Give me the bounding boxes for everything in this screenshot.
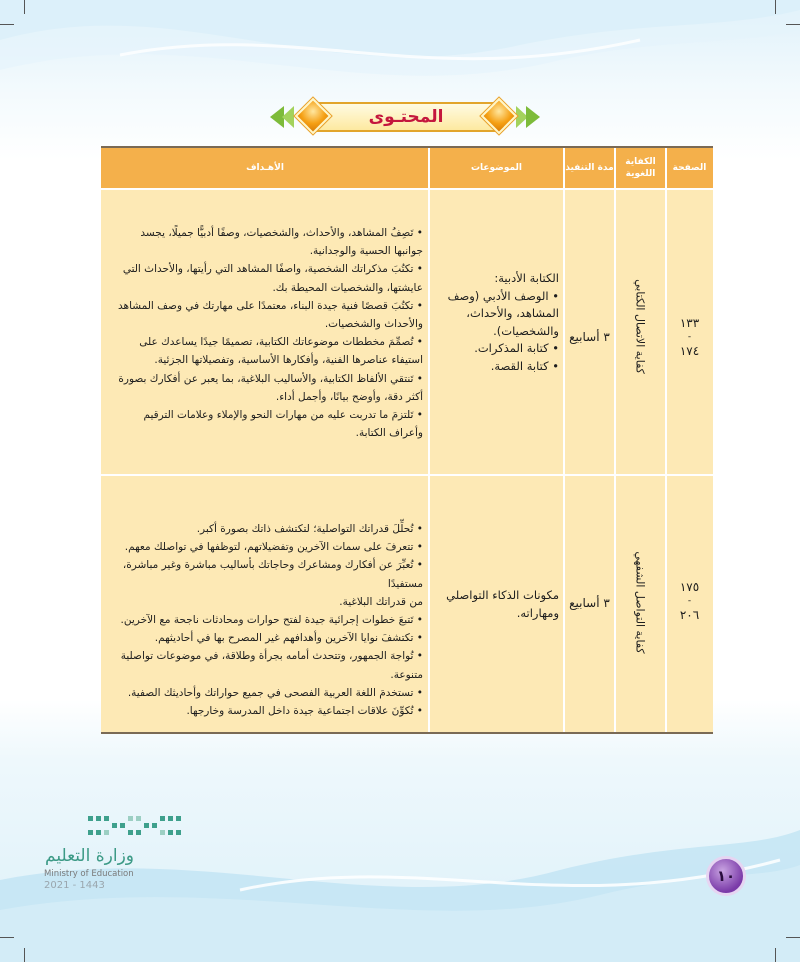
header-competency: الكفاية اللغوية <box>615 148 666 188</box>
topic-line: المشاهد، والأحداث، <box>466 306 559 320</box>
goal-line: من قدراتك البلاغية. <box>339 595 423 608</box>
topic-line: مكونات الذكاء التواصلي <box>446 588 559 602</box>
column-divider <box>563 148 565 732</box>
ministry-name-arabic: وزارة التعليم <box>45 846 134 866</box>
row-divider <box>101 188 713 190</box>
header-duration: مدة التنفيذ <box>564 148 615 188</box>
crop-mark <box>0 937 14 938</box>
column-divider <box>665 148 667 732</box>
topic-line: • الوصف الأدبي (وصف <box>447 288 559 303</box>
page-from: ١٧٥ <box>679 580 700 594</box>
row-page-range <box>666 578 713 624</box>
topic-line: والشخصيات). <box>493 323 559 338</box>
crop-mark <box>775 948 776 962</box>
row-page-range <box>666 314 713 360</box>
ministry-name-english: Ministry of Education <box>44 869 134 879</box>
goal-line: أكثر دقة، وأوضح بيانًا، وأجمل أداء. <box>275 390 423 403</box>
column-divider <box>428 148 430 732</box>
goal-line: • تُكوِّنَ علاقات اجتماعية جيدة داخل المدرسة وخارجها. <box>186 705 423 718</box>
goal-line: • تُحلِّلَ قدراتك التواصلية؛ لتكتشف ذاتك بصورة أكبر. <box>196 523 423 535</box>
goal-line: • تكتُبَ قصصًا فنية جيدة البناء، معتمدًا على مهارتك في وصف المشاهد <box>118 299 423 312</box>
section-title: المحتـوى <box>368 107 444 127</box>
page-to: ١٧٤ <box>679 344 700 358</box>
ministry-logo-icon <box>86 814 186 842</box>
bottom-wave-decoration <box>0 770 800 962</box>
row-topics <box>433 270 559 375</box>
row-goals <box>107 224 423 442</box>
page-number-badge <box>706 856 746 896</box>
goal-line: • تَنتقي الألفاظ الكتابية، والأساليب البلاغية، بما يعبر عن أفكارك بصورة <box>118 372 423 385</box>
row-goals <box>107 520 423 720</box>
goal-line: • تَلتزمَ ما تدربت عليه من مهارات النحو والإملاء وعلامات الترقيم <box>143 409 423 422</box>
goal-line: • تَصِفُ المشاهد، والأحداث، والشخصيات، وصفًا أدبيًّا جميلًا، يجسد <box>140 227 423 239</box>
goal-line: • تكتُبَ مذكراتك الشخصية، واصفًا المشاهد التي رأيتها، والأحداث التي <box>122 263 423 276</box>
row-duration: ٣ أسابيع <box>569 596 610 610</box>
edition-year: 2021 - 1443 <box>44 880 105 891</box>
crop-mark <box>786 937 800 938</box>
row-competency: كفاية التواصل الشفهي <box>633 551 647 654</box>
goal-line: • تُواجهَ الجمهور، وتتحدث أمامه بجرأة وطلاقة، في موضوعات تواصلية متنوعة. <box>120 650 423 681</box>
page-to: ٢٠٦ <box>679 608 700 622</box>
goal-line: • تُعبِّرَ عن أفكارك ومشاعرك وحاجاتك بأساليب مباشرة وغير مباشرة، مستفيدًا <box>122 559 423 590</box>
goal-line: عايشتها، والشخصيات المحيطة بك. <box>272 281 423 294</box>
goal-line: • تُصمِّمَ مخططات موضوعاتك الكتابية، تصميمًا جيدًا يساعدك على <box>139 336 423 349</box>
goal-line: • تكتشفَ نوايا الآخرين وأهدافهم غير المصرح بها في أحاديثهم. <box>154 632 423 645</box>
goal-line: استيفاء عناصرها الفنية، وأفكارها الأساسية، وتفصيلاتها الجزئية. <box>154 354 423 367</box>
crop-mark <box>24 948 25 962</box>
crop-mark <box>0 24 14 25</box>
page-from: ١٣٣ <box>679 316 700 330</box>
goal-line: • تتعرفَ على سمات الآخرين وتفضيلاتهم، لتوظفها في تواصلك معهم. <box>124 541 423 554</box>
topic-line: ومهاراته. <box>516 606 559 620</box>
content-table <box>101 146 713 734</box>
topic-line: • كتابة القصة. <box>490 358 559 373</box>
goal-line: • تَتبعَ خطوات إجرائية جيدة لفتح حوارات ومحادثات ناجحة مع الآخرين. <box>120 614 423 627</box>
page-dash: - <box>687 332 692 342</box>
header-page: الصفحة <box>666 148 713 188</box>
chevron-left-icon <box>282 106 294 128</box>
row-topics <box>433 586 559 622</box>
header-goals: الأهـداف <box>101 148 429 188</box>
crop-mark <box>24 0 25 14</box>
goal-line: • تستخدمَ اللغة العربية الفصحى في جميع حواراتك وأحاديثك الصفية. <box>127 686 423 699</box>
section-title-banner <box>270 98 540 138</box>
goal-line: جوانبها الحسية والوجدانية. <box>309 245 423 258</box>
topic-line: الكتابة الأدبية: <box>494 271 559 285</box>
goal-line: وأعراف الكتابة. <box>355 427 423 440</box>
page-dash: - <box>687 596 692 606</box>
page-number: ١٠ <box>716 867 736 885</box>
row-duration: ٣ أسابيع <box>569 330 610 344</box>
header-topics: الموضوعات <box>429 148 564 188</box>
row-divider <box>101 474 713 476</box>
column-divider <box>614 148 616 732</box>
topic-line: • كتابة المذكرات. <box>474 341 559 355</box>
crop-mark <box>775 0 776 14</box>
row-competency: كفاية الاتصال الكتابي <box>633 279 647 374</box>
crop-mark <box>786 24 800 25</box>
chevron-right-icon <box>526 106 540 128</box>
goal-line: والأحداث والشخصيات. <box>324 318 423 331</box>
